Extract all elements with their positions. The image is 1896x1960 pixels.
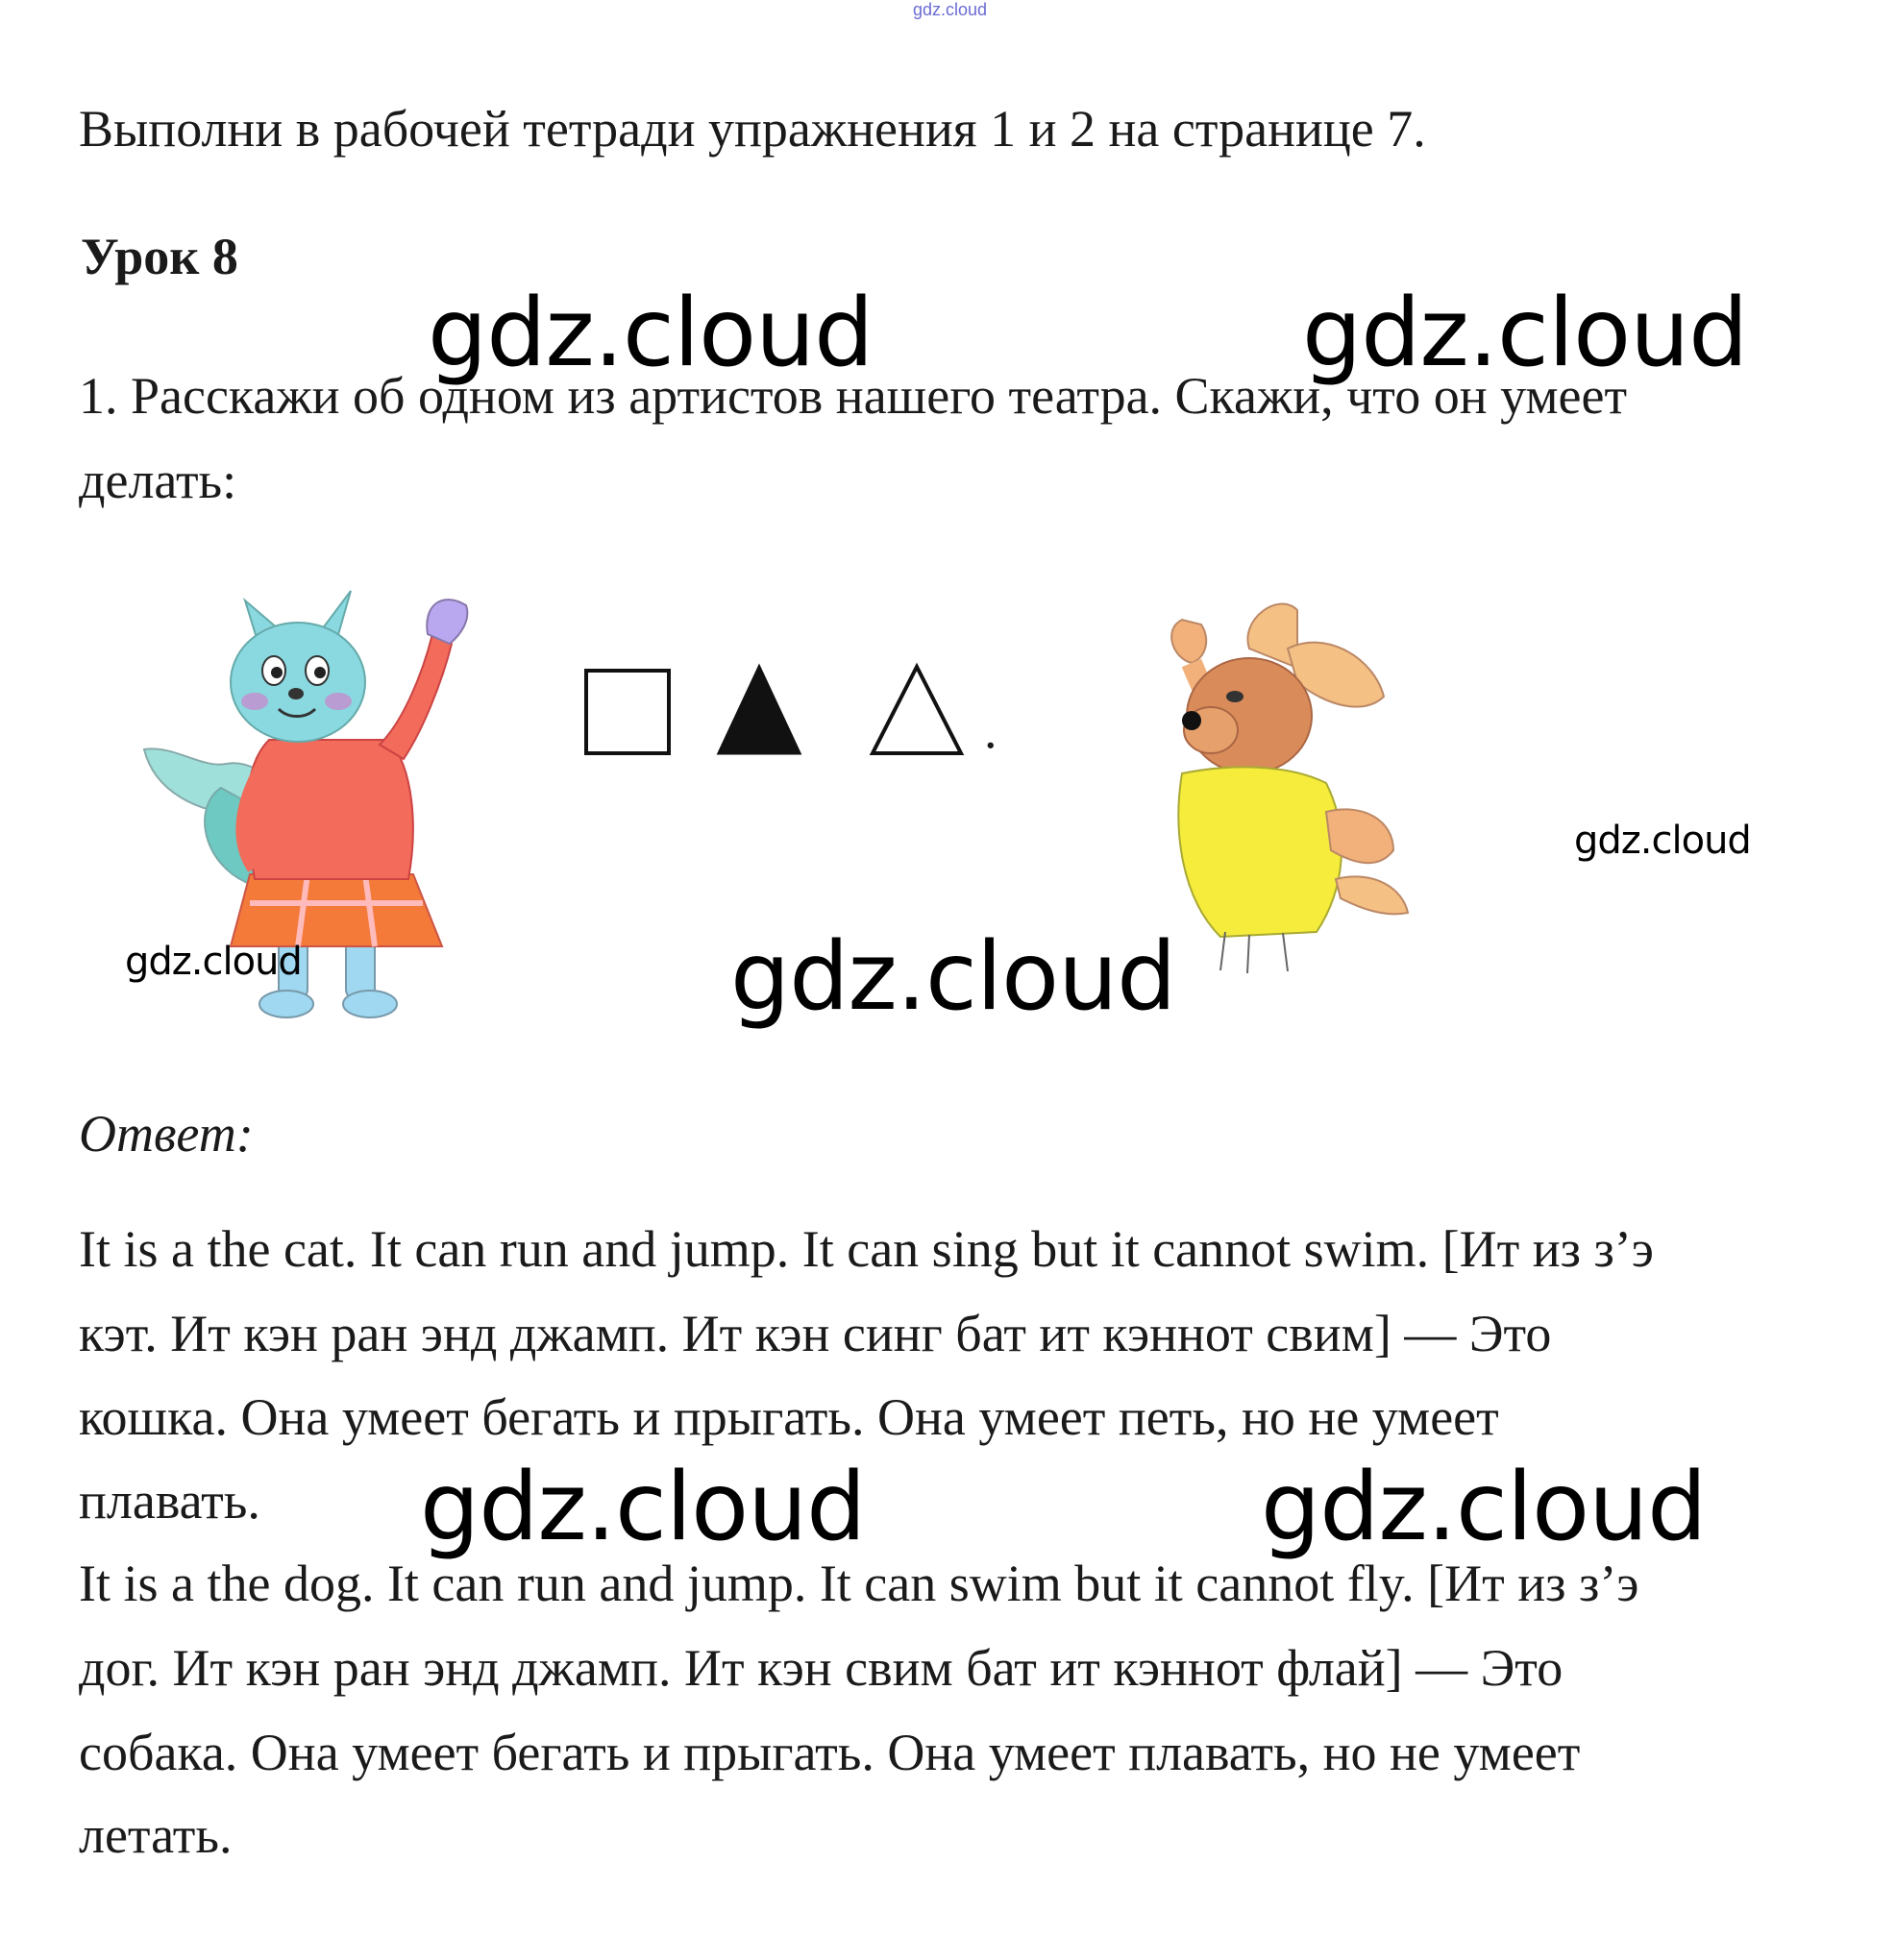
watermark-text: gdz.cloud bbox=[730, 922, 1176, 1032]
watermark-text: gdz.cloud bbox=[428, 279, 874, 388]
filled-triangle-shape bbox=[719, 667, 800, 753]
top-watermark: gdz.cloud bbox=[913, 0, 988, 19]
answer-cat-line-1: It is a the cat. It can run and jump. It can sing but it cannot swim. [Ит из з’э bbox=[79, 1220, 1654, 1278]
watermark-text: gdz.cloud bbox=[125, 940, 302, 984]
answer-dog-line-1: It is a the dog. It can run and jump. It can swim but it cannot fly. [Ит из з’э bbox=[79, 1555, 1639, 1612]
watermark-text: gdz.cloud bbox=[420, 1453, 866, 1562]
intro-text: Выполни в рабочей тетради упражнения 1 и 2 на странице 7. bbox=[79, 100, 1426, 158]
task-line-1: 1. Расскажи об одном из артистов нашего театра. Скажи, что он умеет bbox=[79, 367, 1628, 425]
watermark-text: gdz.cloud bbox=[1574, 819, 1751, 863]
answer-dog-line-3: собака. Она умеет бегать и прыгать. Она умеет плавать, но не умеет bbox=[79, 1724, 1581, 1781]
watermark-text: gdz.cloud bbox=[1261, 1453, 1707, 1562]
answer-cat-line-2: кэт. Ит кэн ран энд джамп. Ит кэн синг бат ит кэннот свим] — Это bbox=[79, 1305, 1552, 1362]
answer-cat-line-3: кошка. Она умеет бегать и прыгать. Она умеет петь, но не умеет bbox=[79, 1388, 1499, 1446]
shapes-period: . bbox=[984, 701, 997, 759]
answer-dog-line-4: летать. bbox=[79, 1806, 233, 1864]
square-shape bbox=[586, 671, 669, 753]
dog-illustration bbox=[1134, 591, 1441, 975]
lesson-title: Урок 8 bbox=[81, 228, 238, 285]
watermark-text: gdz.cloud bbox=[1302, 279, 1748, 388]
shapes-row bbox=[567, 653, 1028, 769]
answer-label: Ответ: bbox=[79, 1105, 254, 1163]
outline-triangle-shape bbox=[873, 667, 961, 753]
task-line-2: делать: bbox=[79, 452, 237, 509]
answer-dog-line-2: дог. Ит кэн ран энд джамп. Ит кэн свим бат ит кэннот флай] — Это bbox=[79, 1639, 1564, 1697]
answer-cat-line-4: плавать. bbox=[79, 1472, 260, 1530]
